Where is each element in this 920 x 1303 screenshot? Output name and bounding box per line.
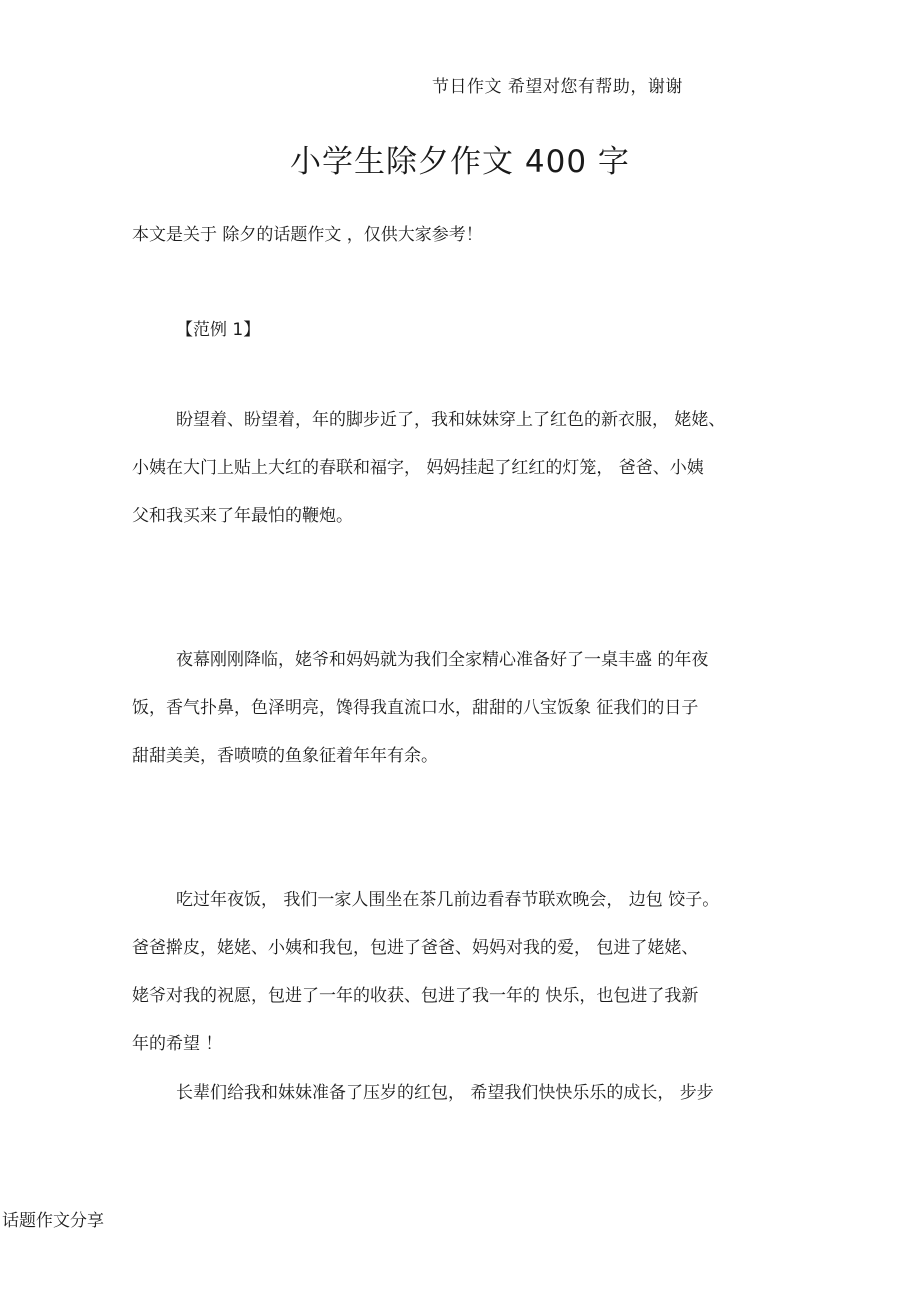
paragraph-line: 小姨在大门上贴上大红的春联和福字， 妈妈挂起了红红的灯笼， 爸爸、小姨 xyxy=(132,458,704,478)
paragraph-4 xyxy=(132,1081,792,1129)
paragraph-line: 姥爷对我的祝愿，包进了一年的收获、包进了我一年的 快乐，也包进了我新 xyxy=(132,986,699,1006)
paragraph-line: 年的希望 ！ xyxy=(132,1034,223,1054)
footer-note: 话题作文分享 xyxy=(2,1211,104,1231)
example-label: 【范例 1】 xyxy=(176,320,261,340)
paragraph-1 xyxy=(132,408,792,552)
paragraph-line: 长辈们给我和妹妹准备了压岁的红包， 希望我们快快乐乐的成长， 步步 xyxy=(176,1083,714,1103)
intro-text: 本文是关于 除夕的话题作文 ，仅供大家参考！ xyxy=(132,225,483,245)
paragraph-3 xyxy=(132,888,792,1080)
page-title: 小学生除夕作文 400 字 xyxy=(290,144,630,180)
paragraph-line: 饭，香气扑鼻，色泽明亮，馋得我直流口水，甜甜的八宝饭象 征我们的日子 xyxy=(132,698,699,718)
paragraph-line: 爸爸擀皮，姥姥、小姨和我包，包进了爸爸、妈妈对我的爱， 包进了姥姥、 xyxy=(132,938,699,958)
paragraph-line: 甜甜美美，香喷喷的鱼象征着年年有余。 xyxy=(132,746,438,766)
paragraph-line: 夜幕刚刚降临，姥爷和妈妈就为我们全家精心准备好了一桌丰盛 的年夜 xyxy=(176,650,709,670)
paragraph-line: 吃过年夜饭， 我们一家人围坐在茶几前边看春节联欢晚会， 边包 饺子。 xyxy=(176,890,720,910)
paragraph-line: 父和我买来了年最怕的鞭炮。 xyxy=(132,506,353,526)
header-note: 节日作文 希望对您有帮助，谢谢 xyxy=(432,77,683,97)
paragraph-line: 盼望着、盼望着，年的脚步近了，我和妹妹穿上了红色的新衣服， 姥姥、 xyxy=(176,410,726,430)
paragraph-2 xyxy=(132,648,792,792)
